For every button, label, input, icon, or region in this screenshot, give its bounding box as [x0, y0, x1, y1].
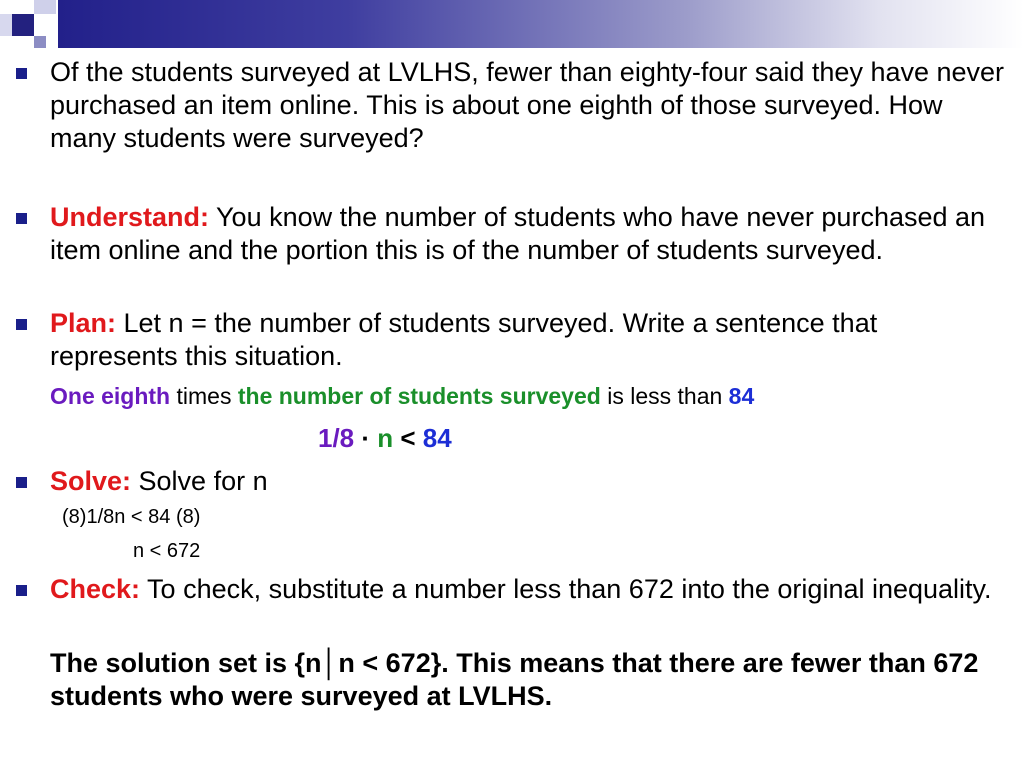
problem-text: Of the students surveyed at LVLHS, fewer than eighty-four said they have never purchased an item online. This is about one eighth of those surveyed. How many students were surveyed?: [50, 57, 1005, 153]
understand-label: Understand:: [50, 202, 210, 232]
check-label: Check:: [50, 574, 141, 604]
understand-body: You know the number of students who have never purchased an item online and the portion this is of the number of students surveyed.: [50, 202, 986, 265]
inequality-variable: n: [377, 423, 394, 453]
inequality-dot: ·: [354, 423, 378, 453]
bullet-square-icon: [16, 585, 27, 596]
inequality-symbol: <: [393, 423, 423, 453]
bullet-square-icon: [16, 213, 27, 224]
bullet-square-icon: [16, 319, 27, 330]
inequality-84: 84: [422, 423, 452, 453]
solve-step-1: (8)1/8n < 84 (8): [62, 506, 201, 528]
sentence-times: times: [170, 383, 238, 409]
solve-step-2: n < 672: [133, 540, 201, 562]
inequality-fraction: 1/8: [318, 423, 355, 453]
sentence-84: 84: [728, 383, 755, 409]
solve-body: Solve for n: [131, 466, 268, 496]
sentence-one-eighth: One eighth: [50, 383, 171, 409]
understand-text: [50, 201, 1010, 267]
check-text: [50, 573, 1010, 606]
sentence-less-than: is less than: [600, 383, 729, 409]
plan-text: [50, 307, 1010, 373]
bullet-square-icon: [16, 68, 27, 79]
inequality: [318, 423, 452, 454]
bullet-square-icon: [16, 477, 27, 488]
solve-label: Solve:: [50, 466, 132, 496]
plan-label: Plan:: [50, 308, 117, 338]
check-body: To check, substitute a number less than 672 into the original inequality.: [140, 574, 992, 604]
solve-text: [50, 465, 1010, 498]
sentence-students-surveyed: the number of students surveyed: [237, 383, 601, 409]
plan-body: Let n = the number of students surveyed. Write a sentence that represents this situation.: [50, 308, 878, 371]
conclusion-text: The solution set is {n│n < 672}. This means that there are fewer than 672 students who were surveyed at LVLHS.: [50, 648, 979, 711]
verbal-sentence: [50, 383, 754, 410]
